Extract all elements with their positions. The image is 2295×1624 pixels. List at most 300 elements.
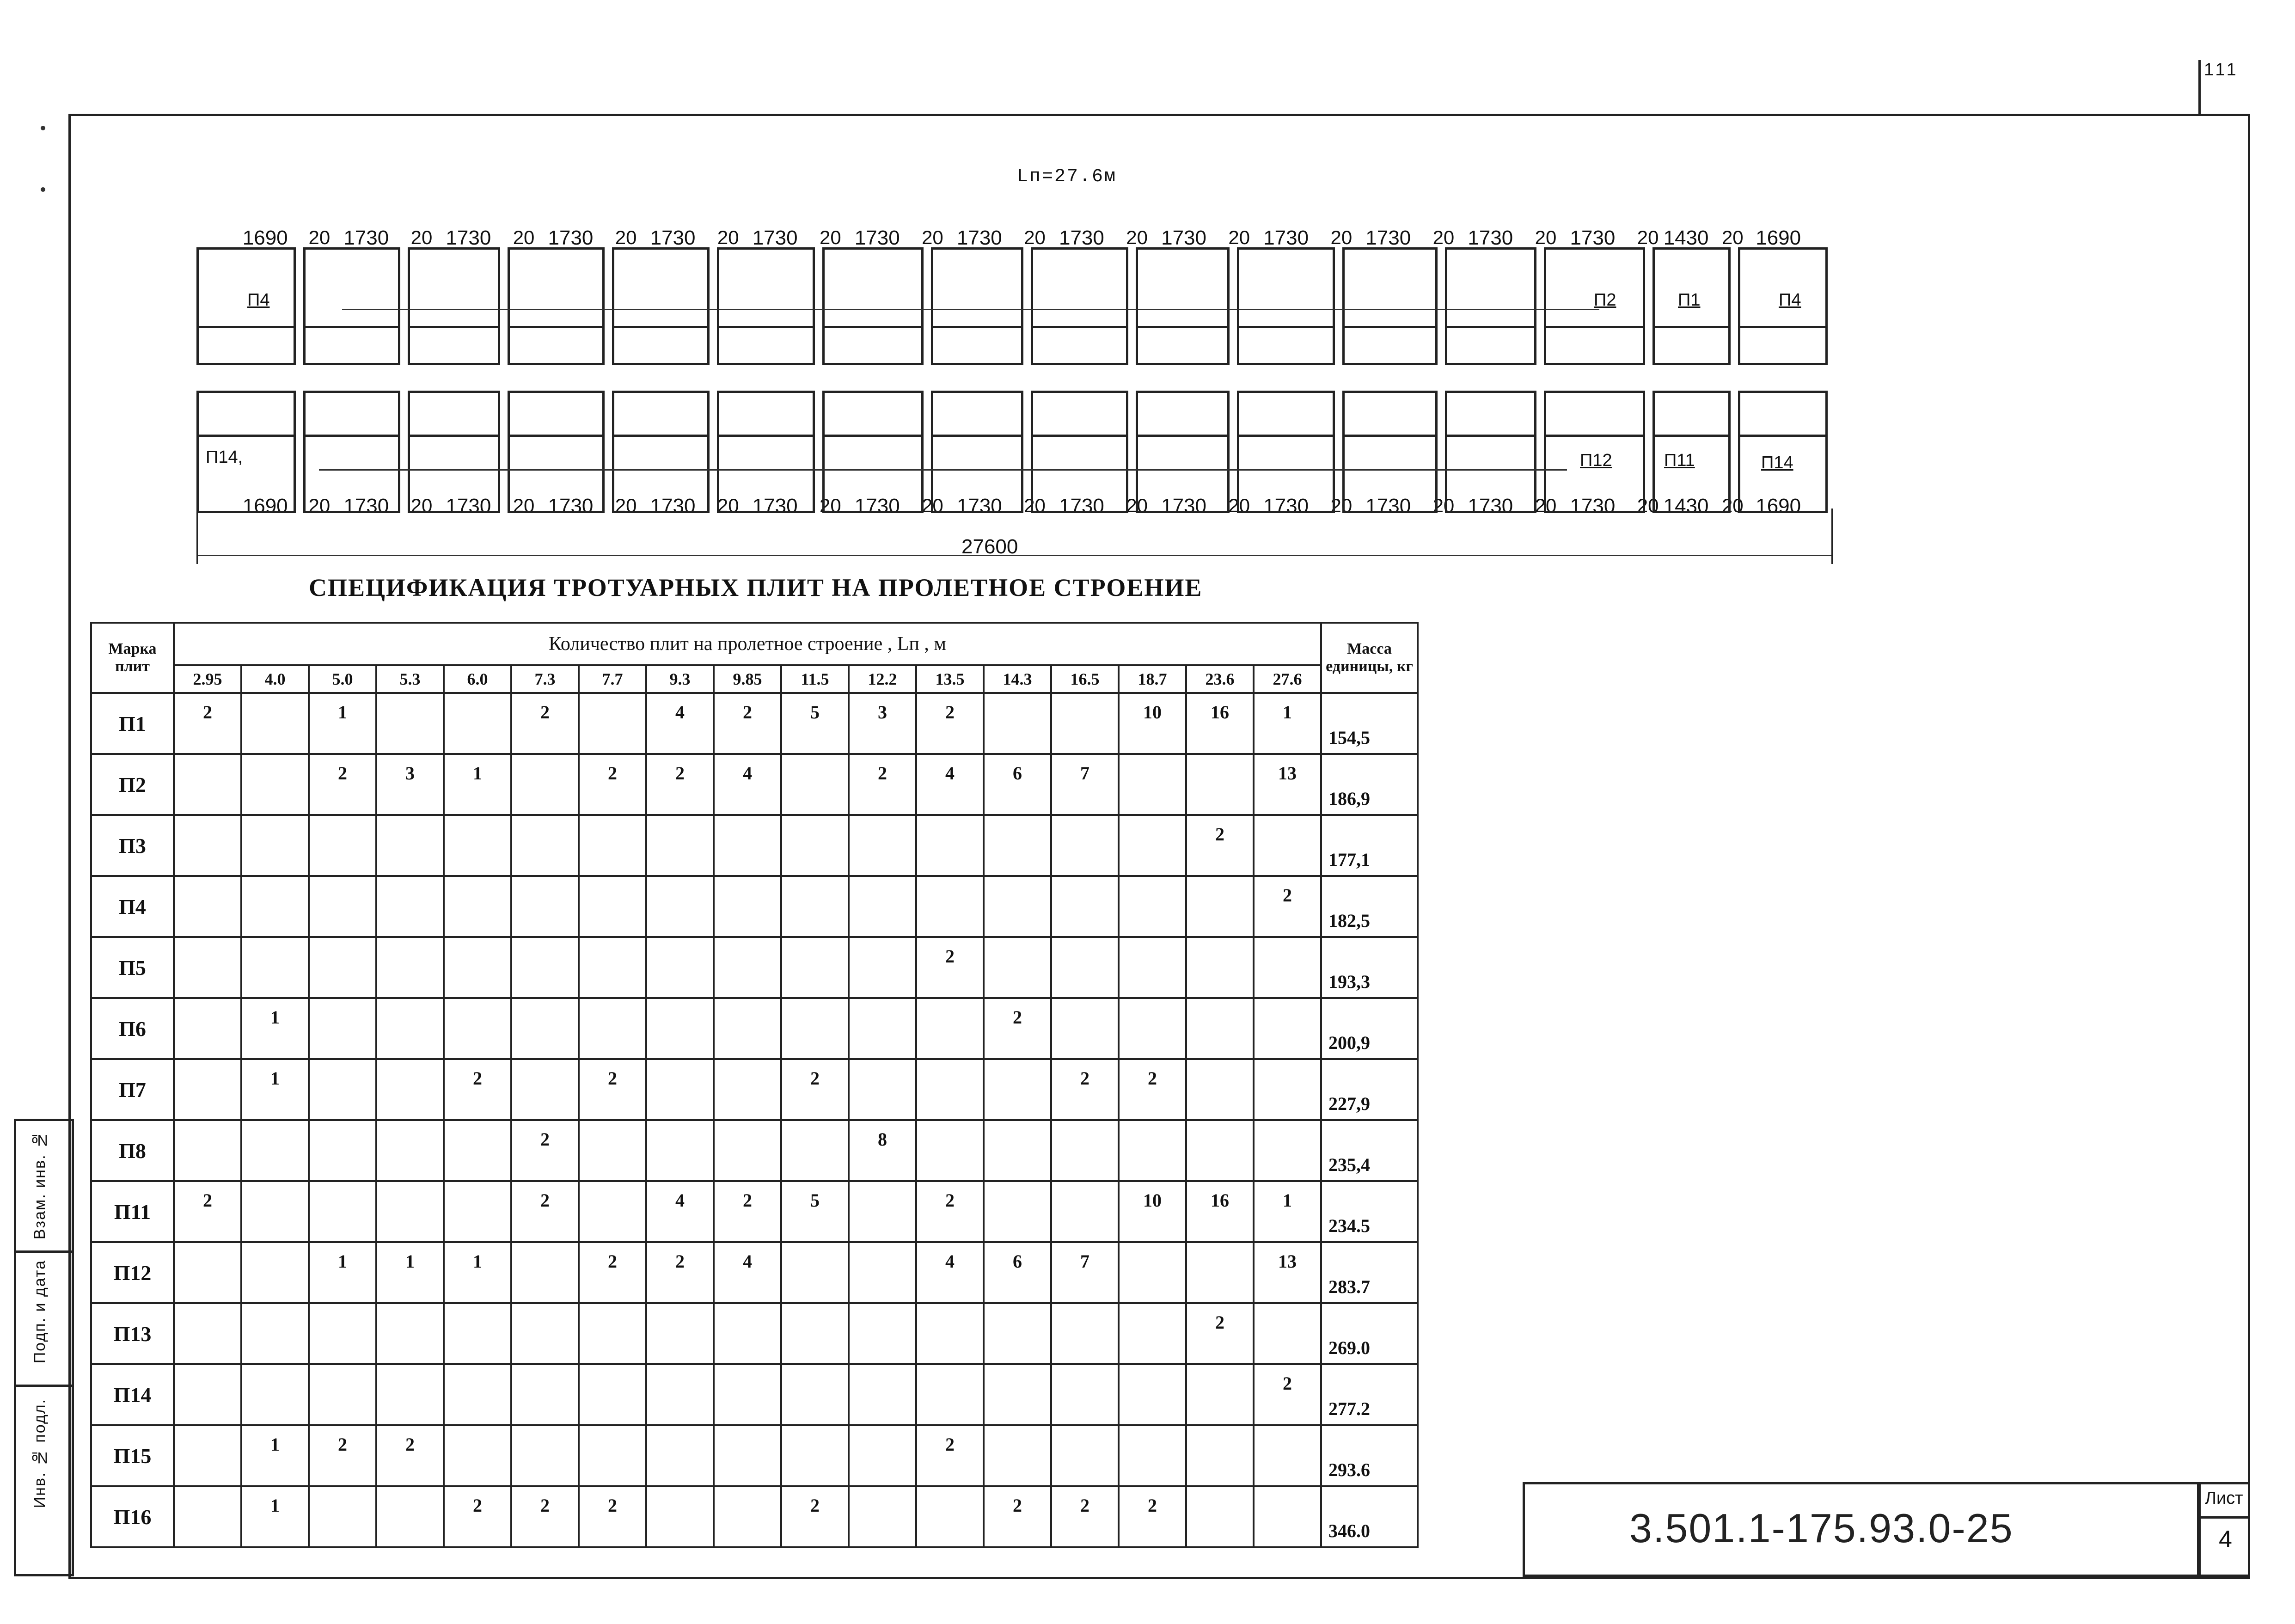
quantity-cell — [714, 815, 781, 876]
bottom-dimension: 20 — [615, 495, 637, 516]
quantity-cell — [511, 815, 579, 876]
quantity-cell — [1186, 1364, 1254, 1425]
quantity-cell — [1119, 754, 1186, 815]
mass-cell: 293.6 — [1321, 1425, 1418, 1486]
quantity-cell — [309, 1120, 376, 1181]
mass-cell: 193,3 — [1321, 937, 1418, 998]
bottom-slab — [1136, 391, 1230, 513]
quantity-cell: 4 — [646, 1181, 714, 1242]
quantity-cell — [646, 1425, 714, 1486]
quantity-cell — [444, 937, 511, 998]
slab-mark-cell: П12 — [91, 1242, 174, 1303]
header-mark: Марка плит — [91, 623, 174, 693]
span-length-title: Lп=27.6м — [1017, 166, 1117, 187]
quantity-cell: 2 — [1119, 1486, 1186, 1547]
quantity-cell — [444, 998, 511, 1059]
quantity-cell — [646, 1364, 714, 1425]
quantity-cell: 13 — [1254, 1242, 1321, 1303]
quantity-cell — [984, 1120, 1051, 1181]
quantity-cell: 5 — [781, 1181, 849, 1242]
mass-cell: 227,9 — [1321, 1059, 1418, 1120]
specification-table — [90, 622, 1419, 1548]
signature-date-label: Подп. и дата — [31, 1260, 49, 1364]
quantity-cell: 2 — [781, 1486, 849, 1547]
quantity-cell — [1254, 1303, 1321, 1364]
quantity-cell: 1 — [444, 754, 511, 815]
quantity-cell: 7 — [1051, 1242, 1119, 1303]
top-dimension: 20 — [1126, 227, 1148, 248]
quantity-cell — [309, 1486, 376, 1547]
quantity-cell — [984, 693, 1051, 754]
bottom-dimension: 1730 — [1365, 495, 1411, 517]
replacement-inventory-label: Взам. инв. № — [31, 1130, 49, 1240]
quantity-cell — [781, 1242, 849, 1303]
span-length-header: 9.85 — [714, 665, 781, 693]
quantity-cell — [579, 693, 646, 754]
quantity-cell — [511, 937, 579, 998]
quantity-cell — [579, 1303, 646, 1364]
quantity-cell — [376, 1059, 444, 1120]
top-dimension: 1730 — [956, 227, 1002, 249]
top-slab — [1342, 247, 1438, 365]
quantity-cell — [174, 754, 241, 815]
bottom-p11-slab-label: П11 — [1664, 451, 1695, 470]
table-row — [91, 998, 1418, 1059]
top-dimension: 1730 — [854, 227, 900, 249]
top-dimension: 1690 — [242, 227, 288, 249]
quantity-cell — [916, 998, 984, 1059]
quantity-cell — [984, 1181, 1051, 1242]
bottom-dimension: 1730 — [1570, 495, 1616, 517]
quantity-cell — [579, 876, 646, 937]
bottom-dimension: 1730 — [1059, 495, 1104, 517]
bottom-dimension: 1730 — [956, 495, 1002, 517]
quantity-cell — [376, 998, 444, 1059]
quantity-cell — [849, 1181, 916, 1242]
quantity-cell — [1119, 998, 1186, 1059]
quantity-cell — [984, 876, 1051, 937]
top-slab — [1136, 247, 1230, 365]
top-slab — [508, 247, 605, 365]
bottom-dimension: 20 — [1228, 495, 1250, 516]
quantity-cell: 2 — [376, 1425, 444, 1486]
quantity-cell — [714, 1364, 781, 1425]
bottom-slab — [408, 391, 500, 513]
quantity-cell — [511, 1242, 579, 1303]
total-length-dimension: 27600 — [961, 535, 1018, 558]
top-right-slab-label: П4 — [1779, 290, 1801, 310]
top-dimension: 20 — [410, 227, 433, 248]
quantity-cell: 13 — [1254, 754, 1321, 815]
quantity-cell — [579, 1425, 646, 1486]
bottom-dimension: 20 — [513, 495, 535, 516]
quantity-cell — [646, 1059, 714, 1120]
quantity-cell — [174, 815, 241, 876]
span-length-header: 7.7 — [579, 665, 646, 693]
sheet-corner-number: 111 — [2204, 60, 2239, 80]
quantity-cell — [781, 1120, 849, 1181]
mass-cell: 269.0 — [1321, 1303, 1418, 1364]
quantity-cell — [1051, 937, 1119, 998]
mass-cell: 234.5 — [1321, 1181, 1418, 1242]
quantity-cell — [174, 1120, 241, 1181]
quantity-cell: 1 — [309, 1242, 376, 1303]
bottom-axis-line — [319, 469, 1567, 471]
quantity-cell — [849, 998, 916, 1059]
quantity-cell: 5 — [781, 693, 849, 754]
quantity-cell — [376, 1120, 444, 1181]
quantity-cell — [241, 1303, 309, 1364]
quantity-cell — [376, 693, 444, 754]
quantity-cell — [1051, 1120, 1119, 1181]
quantity-cell — [444, 1364, 511, 1425]
quantity-cell — [444, 1181, 511, 1242]
quantity-cell — [511, 1303, 579, 1364]
quantity-cell: 2 — [579, 1486, 646, 1547]
mass-cell: 182,5 — [1321, 876, 1418, 937]
bottom-p12-slab-label: П12 — [1580, 451, 1612, 470]
quantity-cell: 4 — [714, 1242, 781, 1303]
top-slab — [822, 247, 924, 365]
header-mass: Масса единицы, кг — [1321, 623, 1418, 693]
quantity-cell — [849, 1364, 916, 1425]
table-row — [91, 937, 1418, 998]
quantity-cell — [1119, 1303, 1186, 1364]
quantity-cell — [1186, 1425, 1254, 1486]
quantity-cell — [174, 1303, 241, 1364]
quantity-cell — [1186, 1486, 1254, 1547]
quantity-cell — [1254, 998, 1321, 1059]
bottom-dimension: 20 — [1535, 495, 1557, 516]
quantity-cell: 1 — [309, 693, 376, 754]
top-slab — [303, 247, 400, 365]
quantity-cell — [444, 1303, 511, 1364]
quantity-cell — [309, 937, 376, 998]
slab-mark-cell: П16 — [91, 1486, 174, 1547]
quantity-cell: 2 — [1186, 1303, 1254, 1364]
quantity-cell — [376, 1364, 444, 1425]
top-dimension: 1730 — [1365, 227, 1411, 249]
quantity-cell — [579, 1120, 646, 1181]
quantity-cell — [241, 1364, 309, 1425]
quantity-cell — [511, 1425, 579, 1486]
quantity-cell — [241, 1242, 309, 1303]
quantity-cell: 2 — [916, 937, 984, 998]
quantity-cell — [241, 815, 309, 876]
slab-mark-cell: П8 — [91, 1120, 174, 1181]
bottom-dimension: 20 — [1637, 495, 1659, 516]
quantity-cell — [309, 1364, 376, 1425]
specification-title: СПЕЦИФИКАЦИЯ ТРОТУАРНЫХ ПЛИТ НА ПРОЛЕТНОЕ СТРОЕНИЕ — [309, 574, 1203, 601]
bottom-dimension: 1730 — [446, 495, 491, 517]
quantity-cell — [1186, 998, 1254, 1059]
span-length-header: 5.0 — [309, 665, 376, 693]
bottom-dimension: 1730 — [650, 495, 696, 517]
table-row — [91, 1486, 1418, 1547]
quantity-cell — [1254, 1120, 1321, 1181]
total-dimension-left-extension — [196, 509, 198, 564]
slab-mark-cell: П14 — [91, 1364, 174, 1425]
top-slab — [196, 247, 296, 365]
slab-mark-cell: П13 — [91, 1303, 174, 1364]
quantity-cell — [1254, 1486, 1321, 1547]
bottom-dimension: 1730 — [1468, 495, 1513, 517]
slab-mark-cell: П1 — [91, 693, 174, 754]
quantity-cell — [174, 876, 241, 937]
quantity-cell: 2 — [1254, 1364, 1321, 1425]
slab-mark-cell: П7 — [91, 1059, 174, 1120]
quantity-cell — [241, 876, 309, 937]
quantity-cell: 10 — [1119, 693, 1186, 754]
span-length-header: 14.3 — [984, 665, 1051, 693]
slab-mark-cell: П15 — [91, 1425, 174, 1486]
quantity-cell: 3 — [849, 693, 916, 754]
quantity-cell — [849, 1486, 916, 1547]
span-length-header: 4.0 — [241, 665, 309, 693]
quantity-cell: 2 — [916, 1425, 984, 1486]
quantity-cell — [984, 937, 1051, 998]
bottom-dimension: 20 — [1330, 495, 1353, 516]
quantity-cell: 2 — [444, 1486, 511, 1547]
mass-cell: 154,5 — [1321, 693, 1418, 754]
quantity-cell — [309, 1059, 376, 1120]
quantity-cell — [714, 1486, 781, 1547]
quantity-cell — [714, 876, 781, 937]
top-dimension: 1730 — [650, 227, 696, 249]
mass-cell: 186,9 — [1321, 754, 1418, 815]
top-p1-slab-label: П1 — [1678, 290, 1701, 310]
quantity-cell — [241, 754, 309, 815]
quantity-cell — [1186, 937, 1254, 998]
quantity-cell — [916, 1364, 984, 1425]
quantity-cell — [714, 1120, 781, 1181]
quantity-cell — [579, 937, 646, 998]
quantity-cell — [849, 937, 916, 998]
bottom-dimension: 1730 — [548, 495, 594, 517]
quantity-cell — [174, 1059, 241, 1120]
table-row — [91, 1120, 1418, 1181]
bottom-slab — [1738, 391, 1828, 513]
quantity-cell — [849, 1425, 916, 1486]
quantity-cell — [376, 937, 444, 998]
quantity-cell — [916, 815, 984, 876]
quantity-cell: 10 — [1119, 1181, 1186, 1242]
quantity-cell: 1 — [376, 1242, 444, 1303]
quantity-cell — [1254, 1425, 1321, 1486]
top-dimension: 1730 — [752, 227, 798, 249]
quantity-cell: 1 — [1254, 1181, 1321, 1242]
bottom-dimension: 1730 — [1161, 495, 1206, 517]
span-length-header: 18.7 — [1119, 665, 1186, 693]
quantity-cell — [781, 937, 849, 998]
bottom-dimension: 20 — [1024, 495, 1046, 516]
quantity-cell — [579, 998, 646, 1059]
top-slab — [1237, 247, 1335, 365]
quantity-cell — [511, 998, 579, 1059]
quantity-cell — [376, 1181, 444, 1242]
span-length-header: 2.95 — [174, 665, 241, 693]
quantity-cell — [376, 815, 444, 876]
quantity-cell — [579, 815, 646, 876]
sheet-corner-divider — [2198, 60, 2201, 114]
quantity-cell — [309, 998, 376, 1059]
quantity-cell: 2 — [714, 1181, 781, 1242]
quantity-cell — [646, 876, 714, 937]
quantity-cell: 2 — [579, 754, 646, 815]
mass-cell: 235,4 — [1321, 1120, 1418, 1181]
slab-mark-cell: П2 — [91, 754, 174, 815]
top-axis-line — [342, 309, 1599, 310]
quantity-cell — [511, 754, 579, 815]
slab-mark-cell: П6 — [91, 998, 174, 1059]
top-dimension: 20 — [1721, 227, 1744, 248]
bottom-dimension: 20 — [1126, 495, 1148, 516]
quantity-cell — [1254, 815, 1321, 876]
top-dimension: 20 — [922, 227, 943, 248]
top-dimension: 20 — [308, 227, 330, 248]
quantity-cell: 1 — [444, 1242, 511, 1303]
bottom-dimension: 20 — [819, 495, 841, 516]
span-length-header: 7.3 — [511, 665, 579, 693]
bottom-slab — [931, 391, 1023, 513]
slab-mark-cell: П3 — [91, 815, 174, 876]
quantity-cell — [646, 998, 714, 1059]
top-dimension: 20 — [1330, 227, 1353, 248]
quantity-cell: 4 — [916, 1242, 984, 1303]
quantity-cell — [1051, 815, 1119, 876]
quantity-cell — [714, 998, 781, 1059]
bottom-slab — [612, 391, 710, 513]
margin-mark — [41, 187, 45, 192]
quantity-cell — [174, 1486, 241, 1547]
quantity-cell — [1051, 693, 1119, 754]
quantity-cell — [444, 693, 511, 754]
quantity-cell — [309, 876, 376, 937]
quantity-cell: 2 — [916, 693, 984, 754]
quantity-cell: 8 — [849, 1120, 916, 1181]
quantity-cell: 16 — [1186, 1181, 1254, 1242]
bottom-dimension: 1690 — [1756, 495, 1801, 517]
quantity-cell: 2 — [511, 693, 579, 754]
top-slab — [408, 247, 500, 365]
quantity-cell — [646, 1486, 714, 1547]
quantity-cell — [1119, 1242, 1186, 1303]
quantity-cell: 2 — [984, 998, 1051, 1059]
quantity-cell — [1119, 815, 1186, 876]
quantity-cell — [444, 815, 511, 876]
quantity-cell — [1051, 1364, 1119, 1425]
bottom-dimension: 20 — [922, 495, 943, 516]
quantity-cell — [241, 937, 309, 998]
quantity-cell — [174, 1364, 241, 1425]
span-length-header: 11.5 — [781, 665, 849, 693]
top-slab — [717, 247, 815, 365]
quantity-cell — [781, 1364, 849, 1425]
quantity-cell — [1186, 1059, 1254, 1120]
quantity-cell — [1051, 1181, 1119, 1242]
bottom-dimension: 1690 — [242, 495, 288, 517]
table-row — [91, 693, 1418, 754]
mass-cell: 177,1 — [1321, 815, 1418, 876]
quantity-cell — [781, 1303, 849, 1364]
table-row — [91, 1364, 1418, 1425]
quantity-cell — [1254, 1059, 1321, 1120]
quantity-cell — [174, 1425, 241, 1486]
top-slab — [1031, 247, 1128, 365]
bottom-slab — [1342, 391, 1438, 513]
quantity-cell — [781, 754, 849, 815]
slab-mark-cell: П5 — [91, 937, 174, 998]
top-dimension: 1690 — [1756, 227, 1801, 249]
quantity-cell — [1119, 1120, 1186, 1181]
quantity-cell — [511, 1059, 579, 1120]
table-row — [91, 1303, 1418, 1364]
top-slab — [612, 247, 710, 365]
top-dimension: 20 — [513, 227, 535, 248]
quantity-cell: 4 — [646, 693, 714, 754]
quantity-cell — [309, 1181, 376, 1242]
quantity-cell: 2 — [1186, 815, 1254, 876]
quantity-cell — [1051, 1425, 1119, 1486]
quantity-cell — [984, 1303, 1051, 1364]
quantity-cell — [174, 998, 241, 1059]
quantity-cell — [444, 1425, 511, 1486]
quantity-cell: 2 — [511, 1120, 579, 1181]
specification-body — [91, 693, 1418, 1547]
quantity-cell — [1186, 754, 1254, 815]
quantity-cell: 2 — [511, 1486, 579, 1547]
quantity-cell — [916, 1120, 984, 1181]
mass-cell: 346.0 — [1321, 1486, 1418, 1547]
top-dimension: 20 — [1432, 227, 1455, 248]
top-dimension: 1430 — [1663, 227, 1709, 249]
quantity-cell — [579, 1181, 646, 1242]
quantity-cell — [376, 876, 444, 937]
quantity-cell: 2 — [579, 1059, 646, 1120]
quantity-cell — [714, 937, 781, 998]
quantity-cell: 1 — [241, 1486, 309, 1547]
quantity-cell — [1186, 1242, 1254, 1303]
quantity-cell: 2 — [849, 754, 916, 815]
quantity-cell — [849, 1242, 916, 1303]
slab-mark-cell: П11 — [91, 1181, 174, 1242]
top-dimension: 20 — [717, 227, 739, 248]
top-dimension: 1730 — [1161, 227, 1206, 249]
quantity-cell: 2 — [1051, 1486, 1119, 1547]
quantity-cell — [1051, 1303, 1119, 1364]
quantity-cell — [849, 876, 916, 937]
span-length-header: 16.5 — [1051, 665, 1119, 693]
original-inventory-label: Инв. № подл. — [31, 1398, 49, 1508]
bottom-slab — [822, 391, 924, 513]
quantity-cell — [646, 1120, 714, 1181]
quantity-cell — [376, 1303, 444, 1364]
quantity-cell: 2 — [309, 754, 376, 815]
table-row — [91, 815, 1418, 876]
bottom-right-slab-label: П14 — [1761, 453, 1793, 472]
span-length-header-row — [91, 665, 1418, 693]
top-p2-slab-label: П2 — [1594, 290, 1616, 310]
table-row — [91, 754, 1418, 815]
bottom-left-slab-label: П14, — [206, 447, 243, 467]
total-dimension-right-extension — [1831, 509, 1833, 564]
bottom-slab — [508, 391, 605, 513]
quantity-cell: 2 — [579, 1242, 646, 1303]
quantity-cell — [241, 693, 309, 754]
top-dimension: 20 — [615, 227, 637, 248]
quantity-cell: 1 — [241, 998, 309, 1059]
header-quantity: Количество плит на пролетное строение , Lп , м — [174, 623, 1321, 665]
